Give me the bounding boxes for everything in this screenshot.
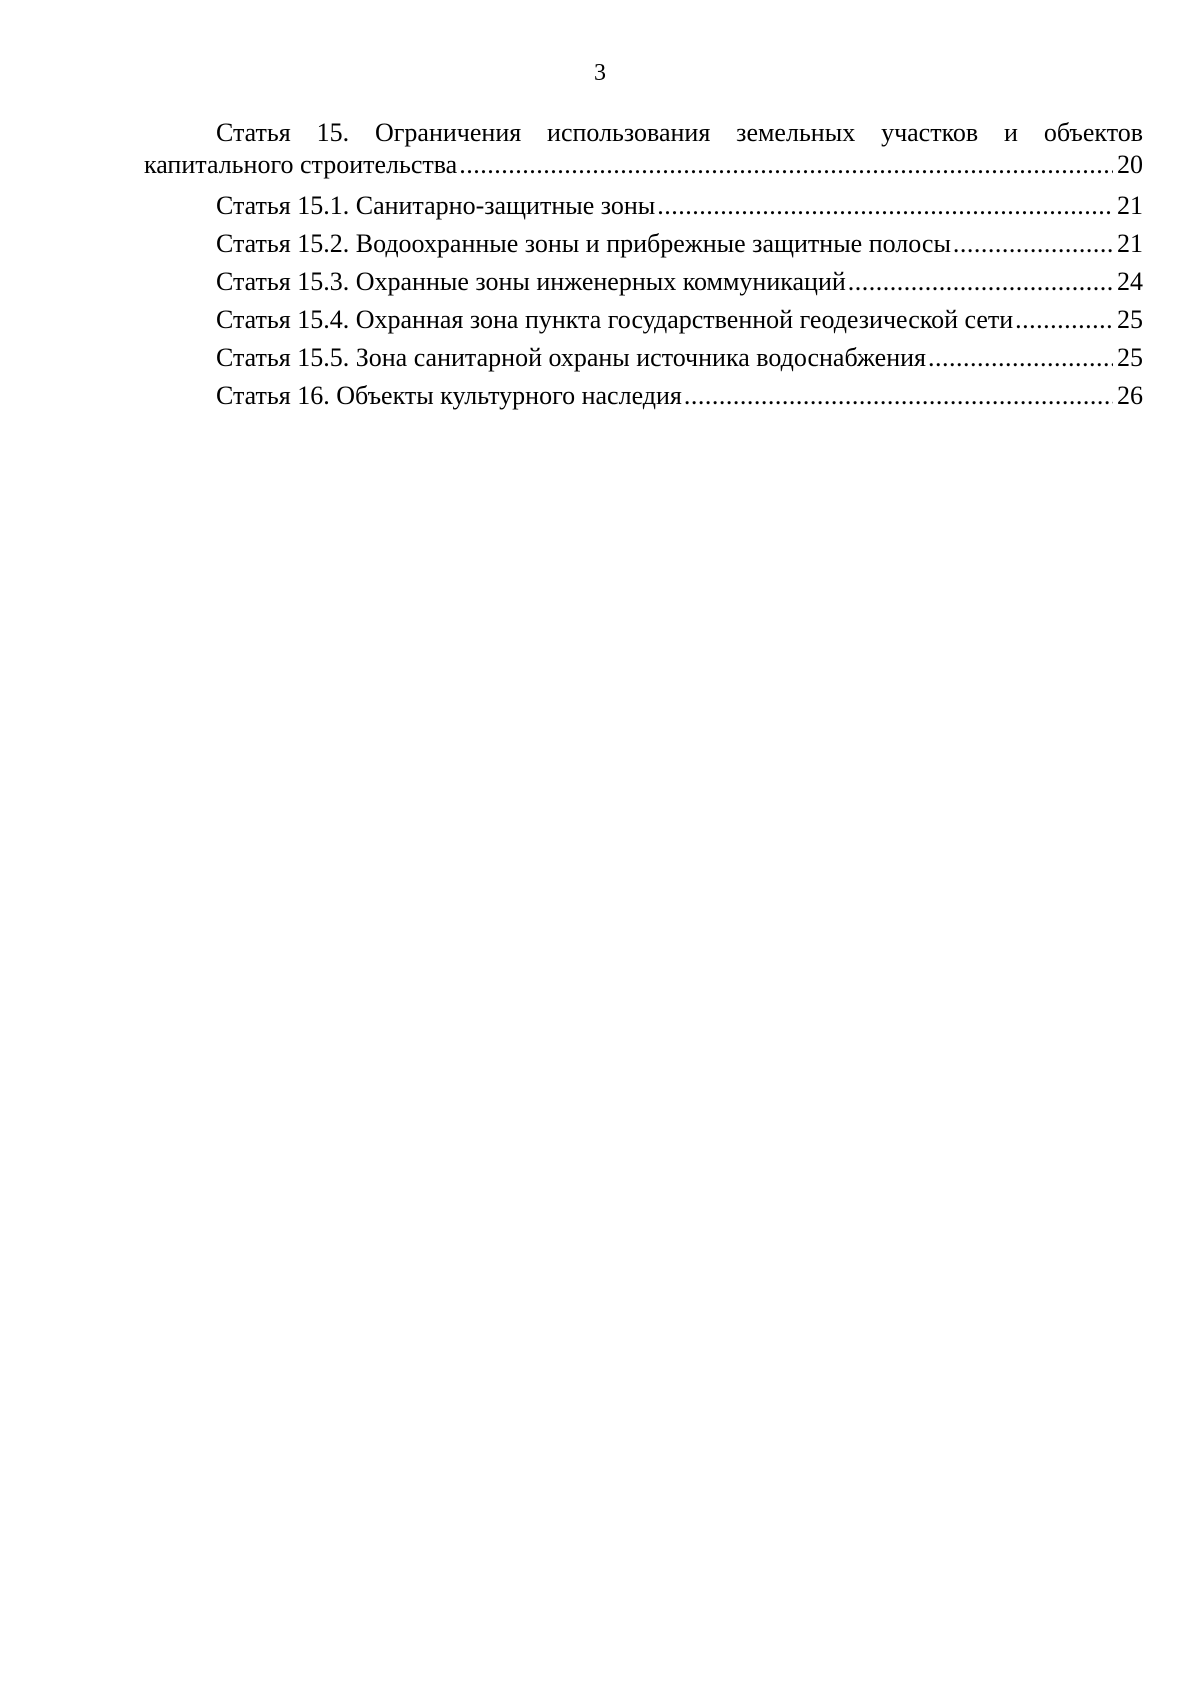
toc-entry-article-15-2: [144, 225, 1143, 263]
toc-page-number: 20: [1117, 150, 1143, 179]
toc-leader-dots: [657, 187, 1113, 225]
page-number: 3: [594, 60, 606, 86]
toc-leader-dots: [1015, 301, 1113, 339]
toc-entry-text-line-2: капитального строительства: [144, 150, 458, 179]
toc-entry-line-2: [144, 149, 1143, 181]
toc-page-number: 26: [1117, 381, 1143, 410]
toc-entry-text: Статья 15.2. Водоохранные зоны и прибрежные защитные полосы: [216, 229, 951, 258]
toc-leader-dots: [459, 149, 1113, 181]
toc-entry-article-15-1: [144, 187, 1143, 225]
toc-page-number: 21: [1117, 229, 1143, 258]
toc-page-number: 21: [1117, 191, 1143, 220]
toc-entry-text: Статья 15.3. Охранные зоны инженерных коммуникаций: [216, 267, 846, 296]
toc-entry-text-line-1: Статья 15. Ограничения использования земельных участков и объектов: [216, 118, 1143, 147]
toc-entry-article-16: [144, 377, 1143, 415]
toc-entry-text: Статья 16. Объекты культурного наследия: [216, 381, 682, 410]
toc-entry-text: Статья 15.4. Охранная зона пункта государственной геодезической сети: [216, 305, 1014, 334]
toc-entry-text: Статья 15.1. Санитарно-защитные зоны: [216, 191, 656, 220]
toc-leader-dots: [953, 225, 1113, 263]
toc-entry-article-15-4: [144, 301, 1143, 339]
toc-entry-article-15-3: [144, 263, 1143, 301]
toc-leader-dots: [684, 377, 1113, 415]
toc-entry-article-15-5: [144, 339, 1143, 377]
toc-entry-text: Статья 15.5. Зона санитарной охраны источника водоснабжения: [216, 343, 926, 372]
toc-page-number: 25: [1117, 343, 1143, 372]
table-of-contents: [144, 117, 1143, 415]
toc-page-number: 24: [1117, 267, 1143, 296]
toc-leader-dots: [848, 263, 1113, 301]
toc-page-number: 25: [1117, 305, 1143, 334]
toc-entry-article-15: [144, 117, 1143, 181]
toc-leader-dots: [928, 339, 1113, 377]
